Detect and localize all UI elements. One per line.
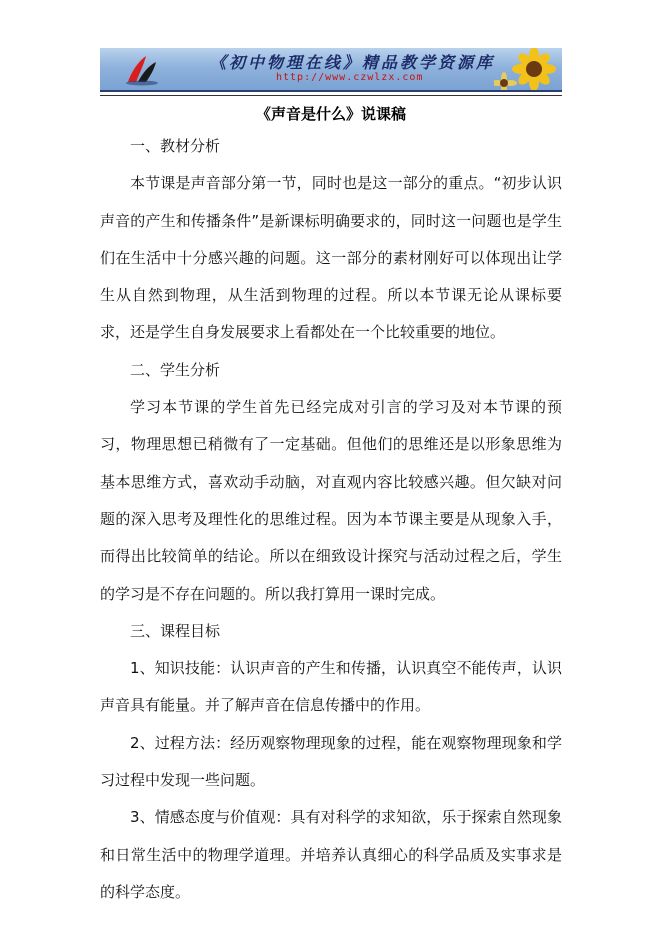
section-paragraph: 本节课是声音部分第一节，同时也是这一部分的重点。“初步认识声音的产生和传播条件”是新课标明确要求的，同时这一问题也是学生们在生活中十分感兴趣的问题。这一部分的素材刚好可以体现出让学生从自然到物理，从生活到物理的过程。所以本节课无论从课标要求，还是学生自身发展要求上看都处在一个比较重要的地位。 [100,174,562,342]
section-heading: 三、课程目标 [130,621,221,640]
header-rule [100,95,562,96]
banner-url: http://www.czwlzx.com [276,72,424,83]
section-paragraph: 学习本节课的学生首先已经完成对引言的学习及对本节课的预习，物理思想已稍微有了一定基础。但他们的思维还是以形象思维为基本思维方式，喜欢动手动脑，对直观内容比较感兴趣。但欠缺对问题的深入思考及理性化的思维过程。因为本节课主要是从现象入手，而得出比较简单的结论。所以在细致设计探究与活动过程之后，学生的学习是不存在问题的。所以我打算用一课时完成。 [100,398,562,603]
section-heading: 一、教材分析 [130,137,221,155]
site-logo-icon [122,52,162,86]
section-heading: 二、学生分析 [130,360,221,379]
objective-item: 2、过程方法：经历观察物理现象的过程，能在观察物理现象和学习过程中发现一些问题。 [100,733,562,790]
objective-item: 1、知识技能：认识声音的产生和传播，认识真空不能传声，认识声音具有能量。并了解声音在信息传播中的作用。 [100,659,562,715]
banner-title: 《初中物理在线》精品教学资源库 [210,53,496,72]
header-banner [100,48,562,92]
objective-item: 3、情感态度与价值观：具有对科学的求知欲，乐于探索自然现象和日常生活中的物理学道理。并培养认真细心的科学品质及实事求是的科学态度。 [100,808,562,901]
document-title: 《声音是什么》说课稿 [255,105,406,123]
document-body [100,128,562,911]
sunflower-icon [494,48,558,90]
